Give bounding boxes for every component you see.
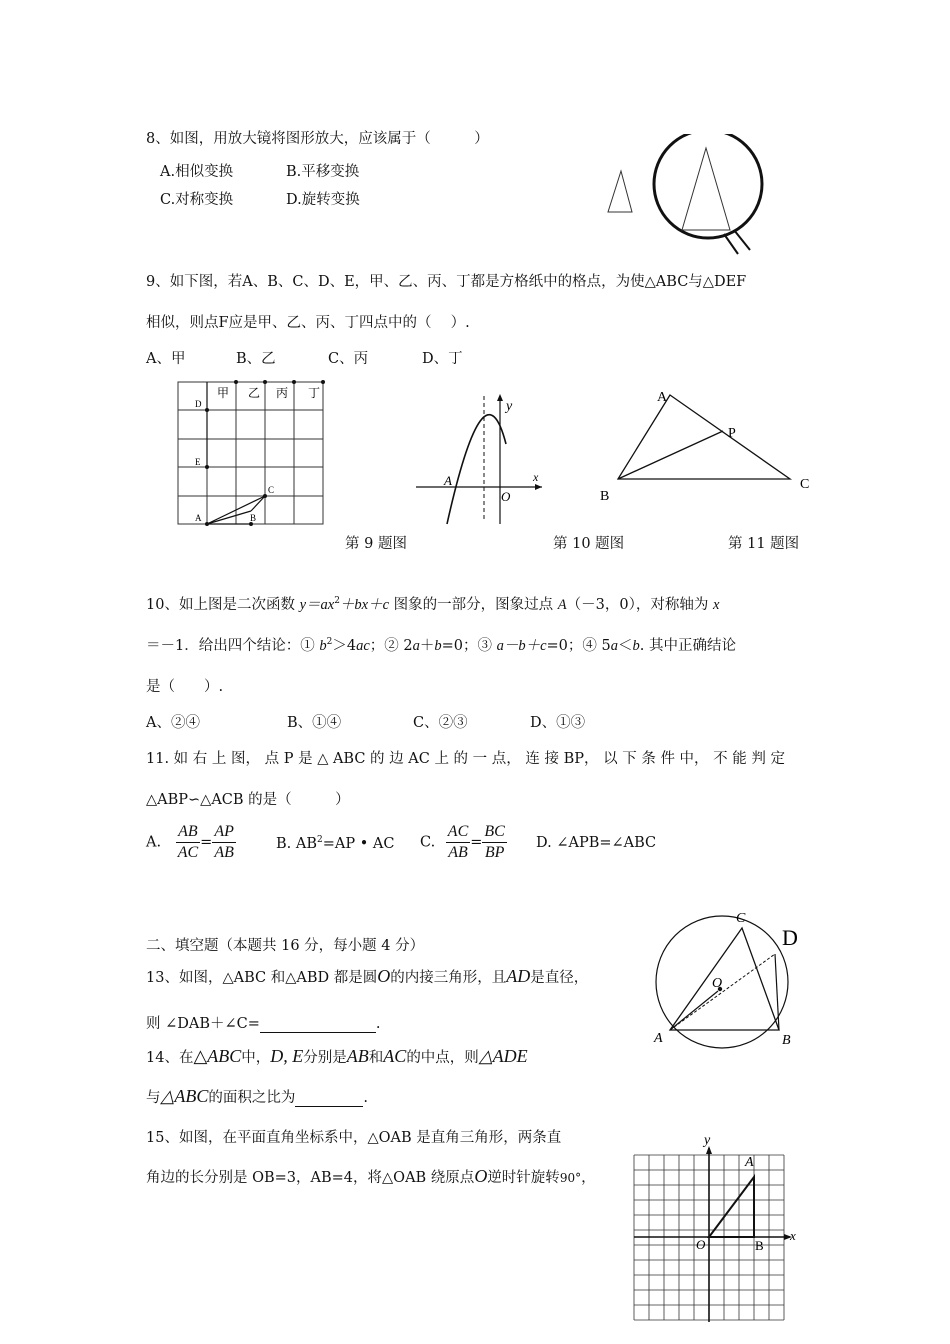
q11-b-pre: B. AB — [276, 835, 318, 852]
q8-option-a: A.相似变换 — [160, 164, 234, 180]
q14-l1-abc: ABC — [207, 1046, 242, 1066]
q15-line2 — [146, 1166, 596, 1187]
q9-option-d: D、丁 — [422, 351, 463, 367]
q14-l1-ac: AC — [383, 1046, 407, 1066]
q11-a-d1: AC — [177, 844, 199, 861]
q14-l1-e: 的中点，则 — [406, 1050, 479, 1066]
fig11-caption: 第 11 题图 — [728, 536, 800, 552]
fig13-circle — [648, 908, 813, 1058]
fig13-label-b: B — [782, 1033, 791, 1048]
fig10-label-y: y — [506, 399, 513, 414]
q11-a-n2: AP — [212, 822, 236, 843]
q14-l1-de: D, E — [270, 1046, 304, 1066]
fig11-triangle — [592, 385, 822, 510]
fig10-caption: 第 10 题图 — [553, 536, 625, 552]
q11-c-d2: BP — [484, 844, 505, 861]
q10-option-b: B、①④ — [287, 715, 342, 731]
q14-l1-c: 分别是 — [303, 1050, 347, 1066]
fig13-label-c: C — [736, 911, 746, 926]
q15-l2-end: ， — [581, 1170, 596, 1186]
q15-l2-a: 角边的长分别是 OB=3，AB=4，将△OAB 绕原点 — [146, 1170, 475, 1186]
q10-option-a: A、②④ — [146, 715, 200, 731]
q10-l2-m: ＜ — [617, 638, 633, 654]
q15-l2-b: 逆时针旋转 — [487, 1170, 560, 1186]
fig11-label-a: A — [657, 390, 668, 405]
section2-title: 二、填空题（本题共 16 分，每小题 4 分） — [146, 938, 425, 954]
q14-l1-tri: △ — [193, 1046, 208, 1067]
q10-l2-n: b — [632, 638, 640, 654]
q14-line2 — [146, 1086, 368, 1107]
parabola-curve — [447, 415, 506, 524]
q11-option-a — [146, 822, 236, 863]
q10-l2-i: =0；③ — [441, 638, 497, 654]
q10-option-d: D、①③ — [530, 715, 586, 731]
q13-l2-end: . — [375, 1016, 381, 1032]
q9-option-b: B、乙 — [236, 351, 276, 367]
grid-label-bing: 丙 — [276, 386, 289, 400]
fig11-label-p: P — [728, 426, 736, 441]
q14-answer-blank[interactable] — [295, 1092, 363, 1107]
q11-c-frac1 — [446, 822, 470, 863]
q10-l1-x: x — [712, 597, 720, 613]
q13-l2: 则 ∠DAB＋∠C= — [146, 1016, 260, 1032]
q10-line1 — [146, 593, 719, 614]
q10-l2-e: ；② 2 — [369, 638, 413, 654]
q14-l2-a: 与 — [146, 1090, 161, 1106]
grid-label-a: A — [195, 513, 202, 523]
q15-l2-deg: 90° — [559, 1171, 582, 1185]
q11-a-frac1 — [176, 822, 200, 863]
q13-l1-o: O — [377, 966, 391, 986]
small-triangle — [608, 171, 632, 212]
fig15-label-o: O — [696, 1237, 706, 1252]
q10-l2-b: b — [319, 638, 327, 654]
fig15-label-b: B — [755, 1238, 764, 1253]
q14-l1-b: 中， — [241, 1050, 271, 1066]
q10-l2-sup: 2 — [326, 637, 333, 648]
fig15-coordinate-grid — [628, 1130, 808, 1324]
fig13-label-a: A — [654, 1031, 663, 1046]
q10-l2-j: a－b＋c — [496, 638, 547, 654]
q10-l2-h: b — [434, 638, 442, 654]
fig15-label-x: x — [790, 1228, 796, 1243]
q11-c-n2: BC — [482, 822, 506, 843]
fig13-label-o: O — [712, 976, 723, 991]
q8-option-d: D.旋转变换 — [286, 192, 360, 208]
q10-l2-c: ＞4 — [332, 638, 357, 654]
q10-l2-o: . 其中正确结论 — [639, 638, 736, 654]
q11-c-n1: AC — [446, 822, 470, 843]
q14-l1-ab: AB — [346, 1046, 369, 1066]
q14-l1-ade: △ADE — [478, 1046, 528, 1066]
q11-c-d1: AB — [448, 844, 468, 861]
q10-l2-l: a — [610, 638, 618, 654]
fig11-label-b: B — [600, 489, 610, 504]
grid-label-yi: 乙 — [248, 386, 261, 400]
q11-a-eq: = — [200, 834, 213, 851]
triangle-oab — [709, 1177, 754, 1237]
q10-l2-d: ac — [356, 638, 370, 654]
fig15-label-y: y — [704, 1133, 711, 1148]
triangle-abc — [670, 928, 779, 1030]
grid-label-jia: 甲 — [217, 386, 230, 400]
q11-line2: △ABP∽△ACB 的是（ ） — [146, 792, 350, 808]
fig10-label-o: O — [501, 489, 511, 504]
magnifier-handle-2 — [734, 230, 750, 250]
fig13-label-d: D — [782, 925, 798, 950]
q10-line3: 是（ ）. — [146, 679, 224, 695]
q11-c-label: C. — [420, 834, 436, 851]
q9-option-c: C、丙 — [328, 351, 369, 367]
q11-option-d: D. ∠APB=∠ABC — [536, 835, 657, 851]
fig10-label-a: A — [444, 473, 452, 488]
grid-label-ding: 丁 — [308, 386, 321, 400]
q13-line2 — [146, 1012, 381, 1033]
q11-b-post: =AP • AC — [322, 835, 395, 852]
q10-sup: 2 — [334, 596, 340, 607]
q11-a-n1: AB — [176, 822, 200, 843]
q9-line2: 相似，则点F应是甲、乙、丙、丁四点中的（ ）. — [146, 315, 470, 331]
q8-option-c: C.对称变换 — [160, 192, 234, 208]
q14-line1 — [146, 1046, 528, 1067]
q10-l2-a: ＝－1．给出四个结论：① — [146, 638, 320, 654]
q10-l1-c: 图象的一部分，图象过点 — [389, 597, 558, 613]
q10-l1-e: （－3，0），对称轴为 — [566, 597, 713, 613]
q11-a-d2: AB — [214, 844, 234, 861]
fig10-parabola — [410, 388, 550, 528]
q10-l1-f: y＝ax — [299, 597, 335, 613]
q10-line2 — [146, 634, 736, 655]
grid-label-d: D — [195, 399, 202, 409]
magnifier-lens — [654, 134, 762, 238]
diameter-ad — [670, 954, 775, 1030]
q11-a-label: A. — [146, 834, 162, 851]
q8-stem: 8、如图，用放大镜将图形放大，应该属于（ ） — [146, 131, 489, 147]
fig10-label-x: x — [533, 470, 539, 484]
grid-label-b: B — [250, 513, 257, 523]
fig9-caption: 第 9 题图 — [345, 536, 407, 552]
q15-line1: 15、如图，在平面直角坐标系中，△OAB 是直角三角形，两条直 — [146, 1130, 562, 1146]
q13-line1 — [146, 966, 588, 987]
q11-c-frac2 — [482, 822, 506, 863]
q9-line1: 9、如下图，若A、B、C、D、E，甲、乙、丙、丁都是方格纸中的格点，为使△ABC与△DEF — [146, 274, 747, 290]
magnifier-figure — [600, 134, 770, 259]
grid-label-e: E — [195, 457, 201, 467]
large-triangle — [682, 148, 730, 230]
q10-l1-b: ＋bx＋c — [339, 597, 390, 613]
fig15-label-a: A — [745, 1155, 754, 1170]
fig9-grid — [170, 375, 335, 535]
q9-option-a: A、甲 — [146, 351, 186, 367]
q14-l2-abc: △ABC — [160, 1086, 209, 1106]
q10-l1-d: A — [557, 597, 567, 613]
q13-answer-blank[interactable] — [260, 1018, 376, 1033]
segment-bp — [618, 431, 723, 479]
q14-l1-d: 和 — [368, 1050, 384, 1066]
q15-l2-o: O — [474, 1166, 488, 1186]
q10-l1-a: 10、如上图是二次函数 — [146, 597, 300, 613]
q10-option-c: C、②③ — [413, 715, 468, 731]
q14-l1-a: 14、在 — [146, 1050, 194, 1066]
q11-option-b — [276, 835, 394, 852]
q13-l1-c: 是直径， — [530, 970, 589, 986]
q13-l1-ad: AD — [506, 966, 531, 986]
grid-label-c: C — [268, 485, 275, 495]
q10-l2-k: =0；④ 5 — [546, 638, 611, 654]
q13-l1-a: 13、如图，△ABC 和△ABD 都是圆 — [146, 970, 378, 986]
q11-a-frac2 — [212, 822, 236, 863]
q14-l2-end: . — [363, 1090, 368, 1106]
triangle-abc — [618, 395, 790, 479]
fig11-label-c: C — [800, 477, 810, 492]
magnifier-handle-1 — [724, 234, 738, 254]
q11-c-eq: = — [470, 834, 483, 851]
q11-line1: 11. 如 右 上 图， 点 P 是 △ ABC 的 边 AC 上 的 一 点， 连 接 BP， 以 下 条 件 中， 不 能 判 定 — [146, 751, 785, 767]
q8-option-b: B.平移变换 — [286, 164, 360, 180]
q14-l2-b: 的面积之比为 — [208, 1090, 296, 1106]
q10-l2-g: ＋ — [419, 638, 435, 654]
q11-b-sup: 2 — [317, 835, 323, 845]
q11-option-c — [420, 822, 507, 863]
q10-l2-f: a — [412, 638, 420, 654]
q13-l1-b: 的内接三角形，且 — [390, 970, 507, 986]
